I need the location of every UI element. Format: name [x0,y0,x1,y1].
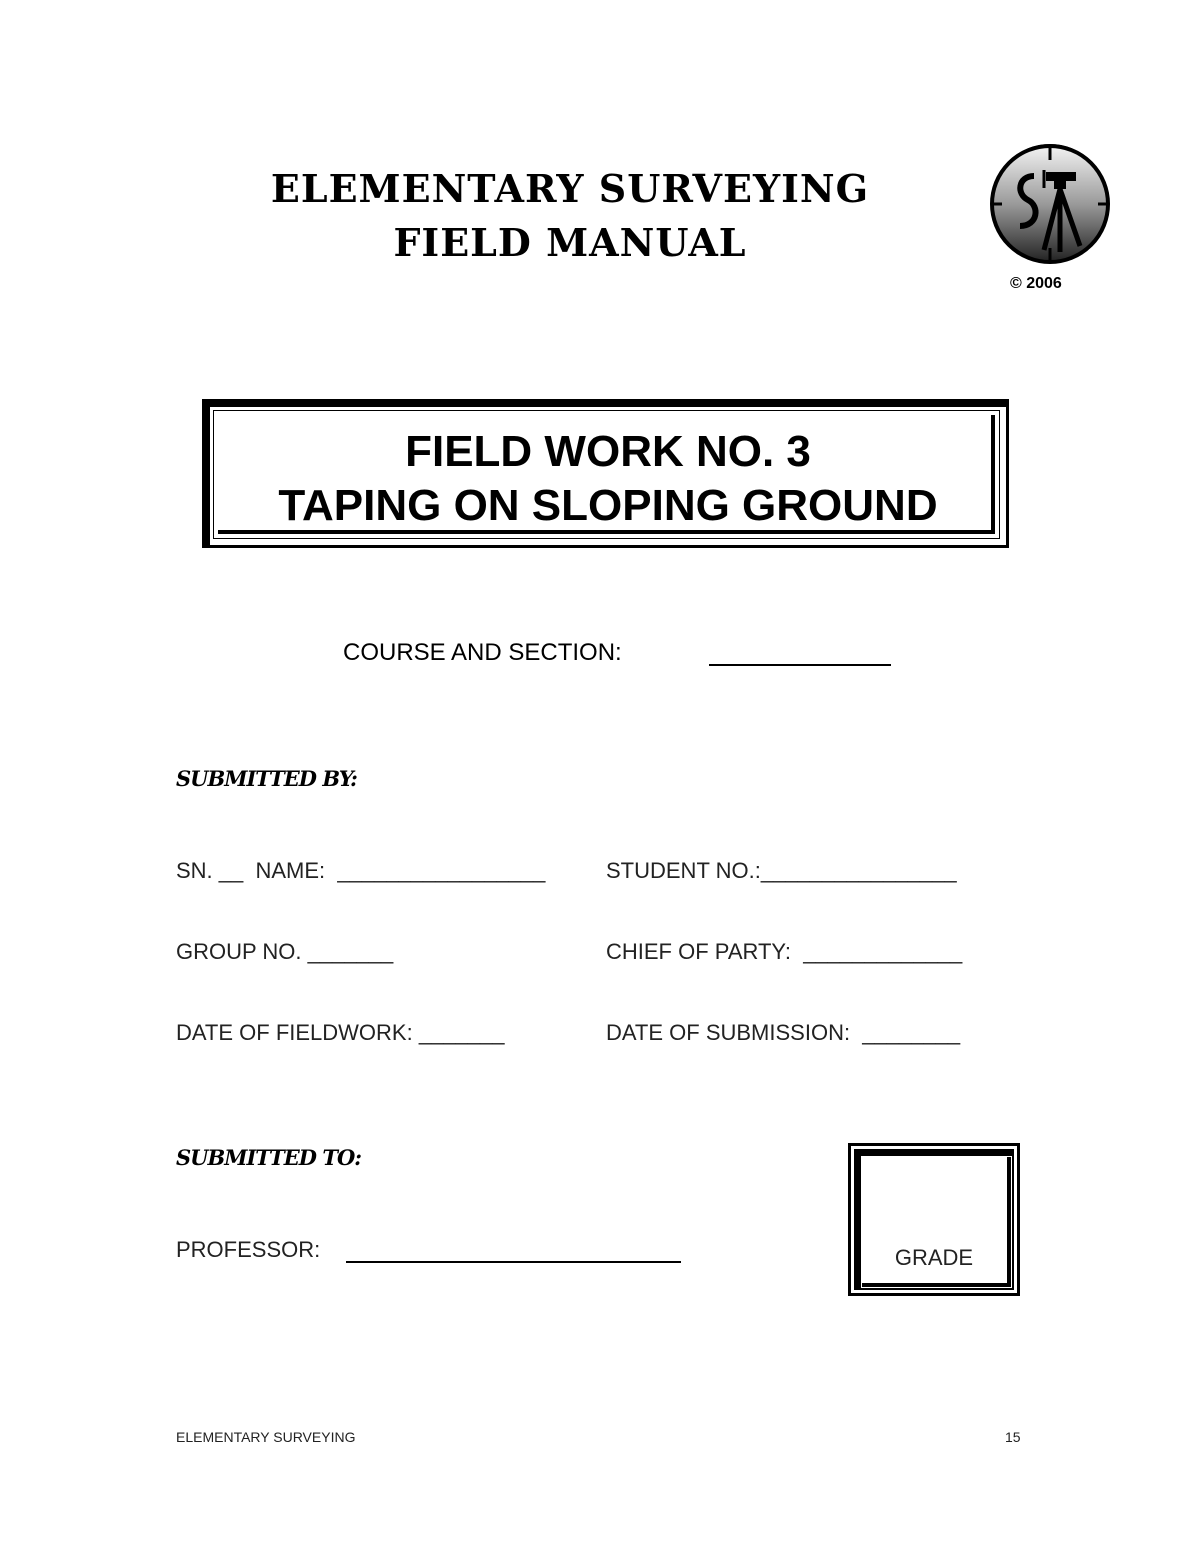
surveyor-tripod-logo-icon [988,142,1112,266]
manual-title-line1: ELEMENTARY SURVEYING [270,166,870,211]
footer-title: ELEMENTARY SURVEYING [176,1429,356,1445]
student-number-field[interactable]: STUDENT NO.:________________ [606,858,957,883]
group-number-field[interactable]: GROUP NO. _______ [176,939,394,964]
fieldwork-topic: TAPING ON SLOPING GROUND [278,481,938,530]
date-of-submission-field[interactable]: DATE OF SUBMISSION: ________ [606,1020,961,1045]
grade-label: GRADE [894,1245,974,1270]
page-number: 15 [1005,1429,1021,1445]
manual-title [200,162,940,270]
course-section-label: COURSE AND SECTION: [343,639,622,666]
chief-of-party-field[interactable]: CHIEF OF PARTY: _____________ [606,939,963,964]
fieldwork-title [210,425,1006,533]
course-section-blank-line[interactable] [709,664,891,666]
fieldwork-title-box [202,399,1009,548]
copyright-notice: © 2006 [1010,275,1062,292]
manual-title-line2: FIELD MANUAL [393,220,747,265]
submitted-by-heading: SUBMITTED BY: [176,766,357,791]
submitted-to-heading: SUBMITTED TO: [176,1145,362,1170]
sn-name-field[interactable]: SN. __ NAME: _________________ [176,858,546,883]
professor-blank-line[interactable] [346,1261,681,1263]
grade-box[interactable] [848,1143,1020,1296]
fieldwork-number: FIELD WORK NO. 3 [405,427,811,476]
date-of-fieldwork-field[interactable]: DATE OF FIELDWORK: _______ [176,1020,505,1045]
professor-label: PROFESSOR: [176,1237,321,1262]
